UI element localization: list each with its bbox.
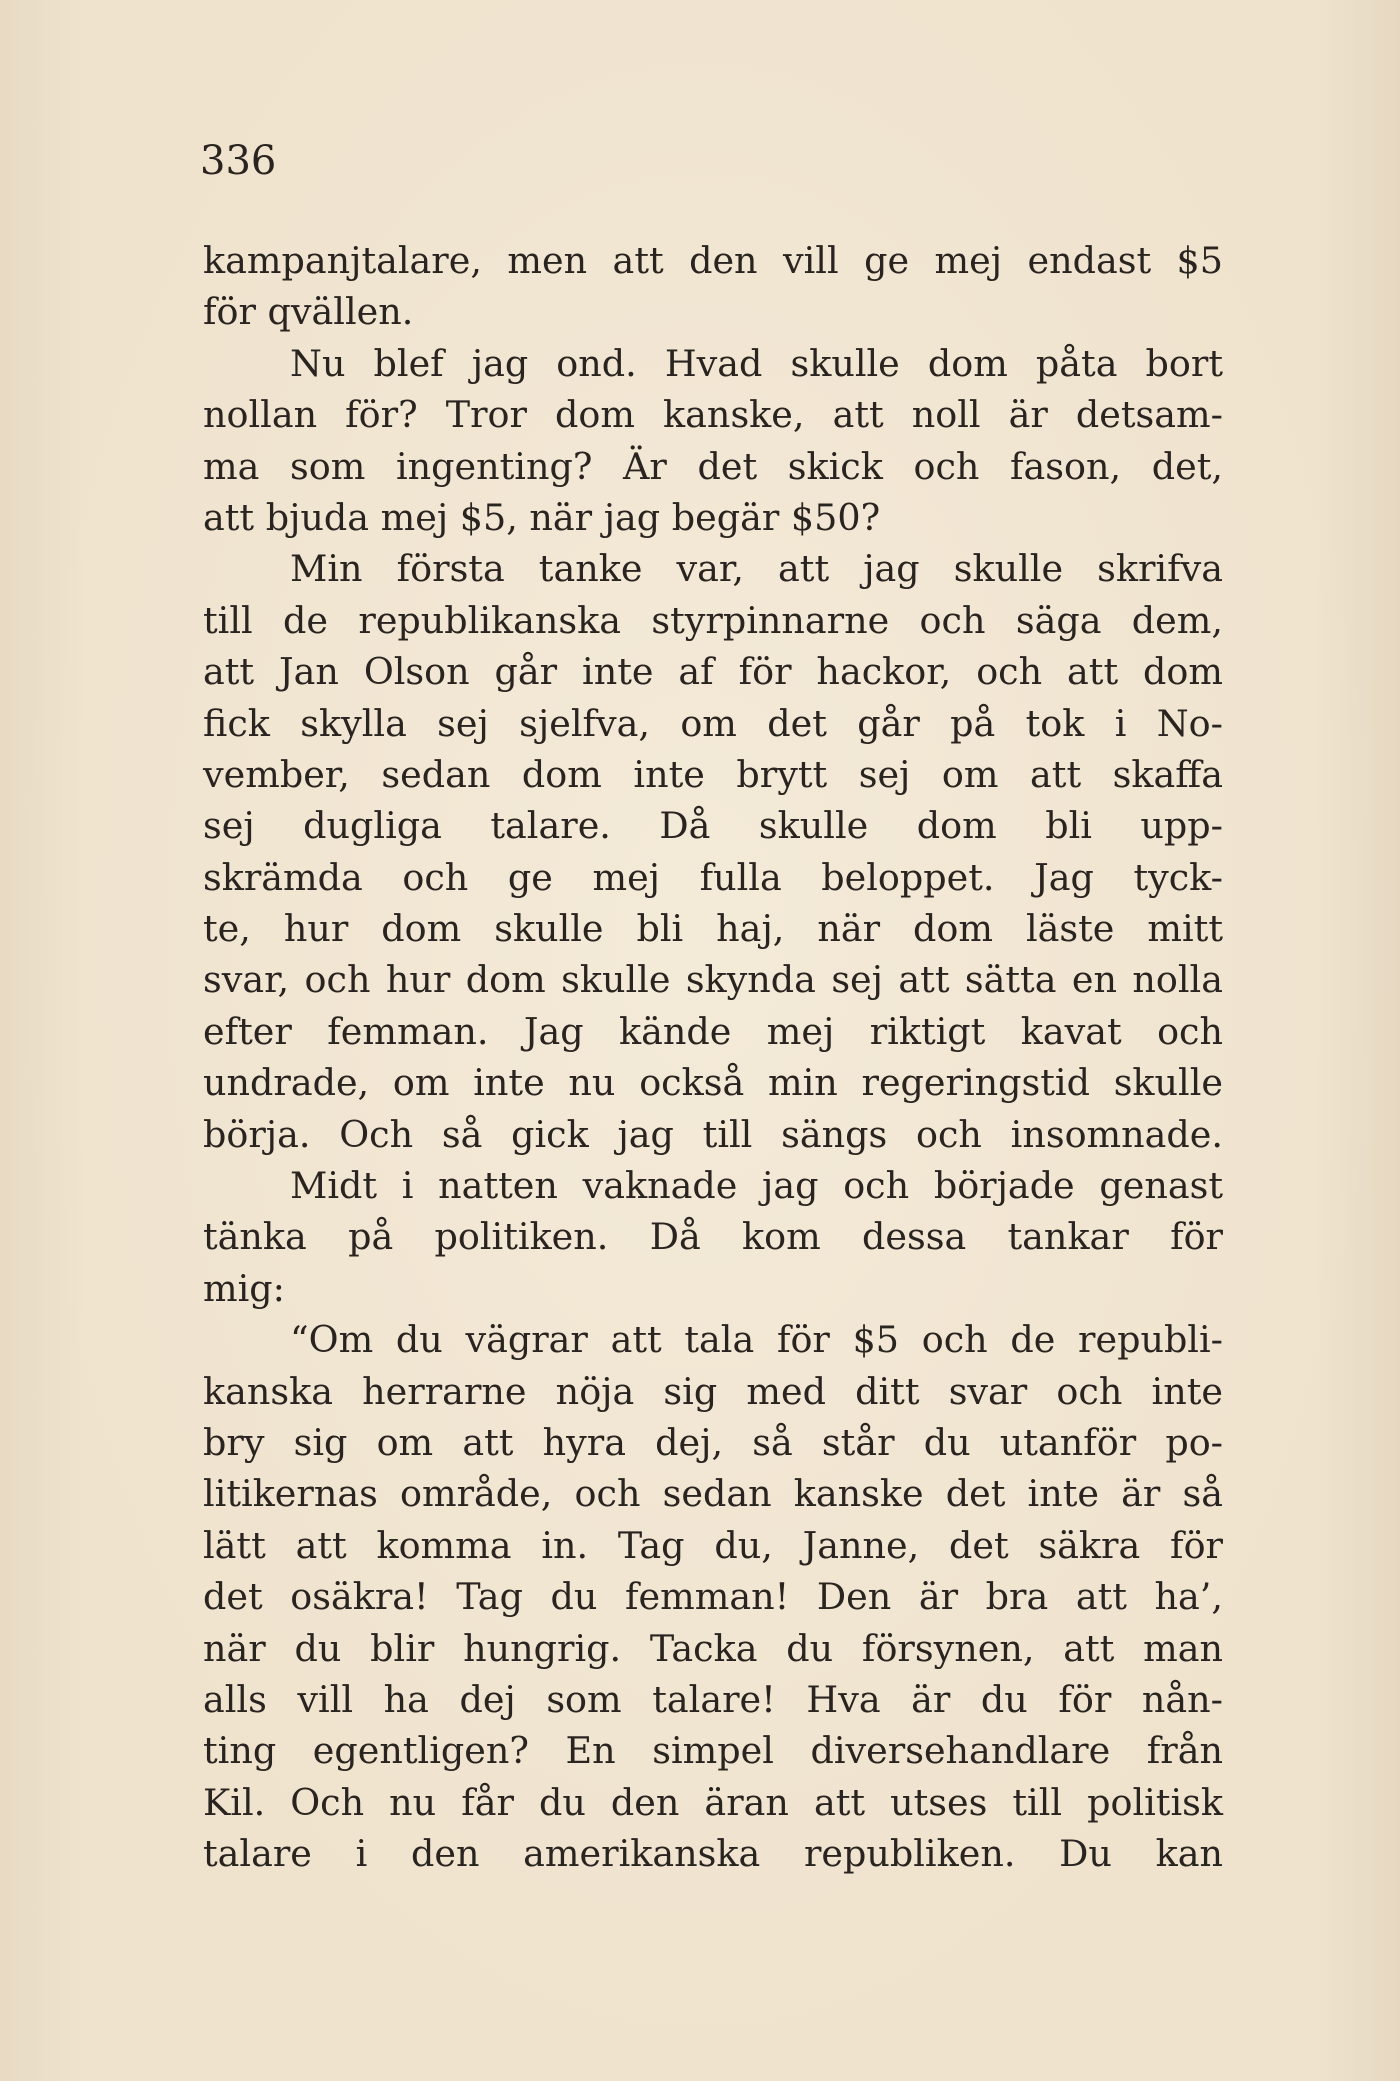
- text-line: Midt i natten vaknade jag och började genast: [290, 1164, 1223, 1208]
- text-line: ting egentligen? En simpel diversehandlare från: [203, 1729, 1223, 1773]
- text-line: skrämda och ge mej fulla beloppet. Jag tyck-: [203, 855, 1223, 899]
- text-line: börja. Och så gick jag till sängs och insomnade.: [203, 1112, 1223, 1156]
- text-line: att Jan Olson går inte af för hackor, och att dom: [203, 650, 1223, 694]
- text-line: det osäkra! Tag du femman! Den är bra att ha’,: [203, 1575, 1223, 1619]
- text-line: efter femman. Jag kände mej riktigt kavat och: [203, 1009, 1223, 1053]
- text-line: vember, sedan dom inte brytt sej om att skaffa: [203, 752, 1223, 796]
- text-line: fick skylla sej sjelfva, om det går på tok i No-: [203, 701, 1223, 745]
- text-line: talare i den amerikanska republiken. Du kan: [203, 1832, 1223, 1876]
- text-line: mig:: [203, 1266, 285, 1310]
- text-line: litikernas område, och sedan kanske det inte är så: [203, 1472, 1223, 1516]
- text-line: att bjuda mej $5, när jag begär $50?: [203, 495, 881, 539]
- text-line: för qvällen.: [203, 290, 414, 334]
- text-line: kampanjtalare, men att den vill ge mej endast $5: [203, 239, 1223, 282]
- text-line: svar, och hur dom skulle skynda sej att sätta en nolla: [203, 958, 1223, 1002]
- text-line: när du blir hungrig. Tacka du försynen, att man: [203, 1626, 1223, 1670]
- text-line: till de republikanska styrpinnarne och säga dem,: [203, 598, 1223, 642]
- text-line: Nu blef jag ond. Hvad skulle dom påta bort: [290, 341, 1223, 385]
- text-line: nollan för? Tror dom kanske, att noll är detsam-: [203, 393, 1223, 437]
- text-line: “Om du vägrar att tala för $5 och de republi-: [290, 1318, 1223, 1362]
- text-line: Min första tanke var, att jag skulle skrifva: [290, 547, 1223, 591]
- text-line: lätt att komma in. Tag du, Janne, det säkra för: [203, 1523, 1223, 1567]
- text-line: sej dugliga talare. Då skulle dom bli upp-: [203, 804, 1223, 848]
- text-line: undrade, om inte nu också min regeringstid skulle: [203, 1061, 1223, 1105]
- text-line: Kil. Och nu får du den äran att utses till politisk: [203, 1780, 1223, 1824]
- text-line: alls vill ha dej som talare! Hva är du för nån-: [203, 1677, 1223, 1721]
- body-text: [203, 235, 1223, 1880]
- text-line: bry sig om att hyra dej, så står du utanför po-: [203, 1420, 1223, 1464]
- text-line: kanska herrarne nöja sig med ditt svar och inte: [203, 1369, 1223, 1413]
- text-line: ma som ingenting? Är det skick och fason, det,: [203, 444, 1223, 488]
- text-line: te, hur dom skulle bli haj, när dom läste mitt: [203, 907, 1223, 951]
- text-line: tänka på politiken. Då kom dessa tankar för: [203, 1215, 1223, 1259]
- page-number: 336: [200, 138, 277, 184]
